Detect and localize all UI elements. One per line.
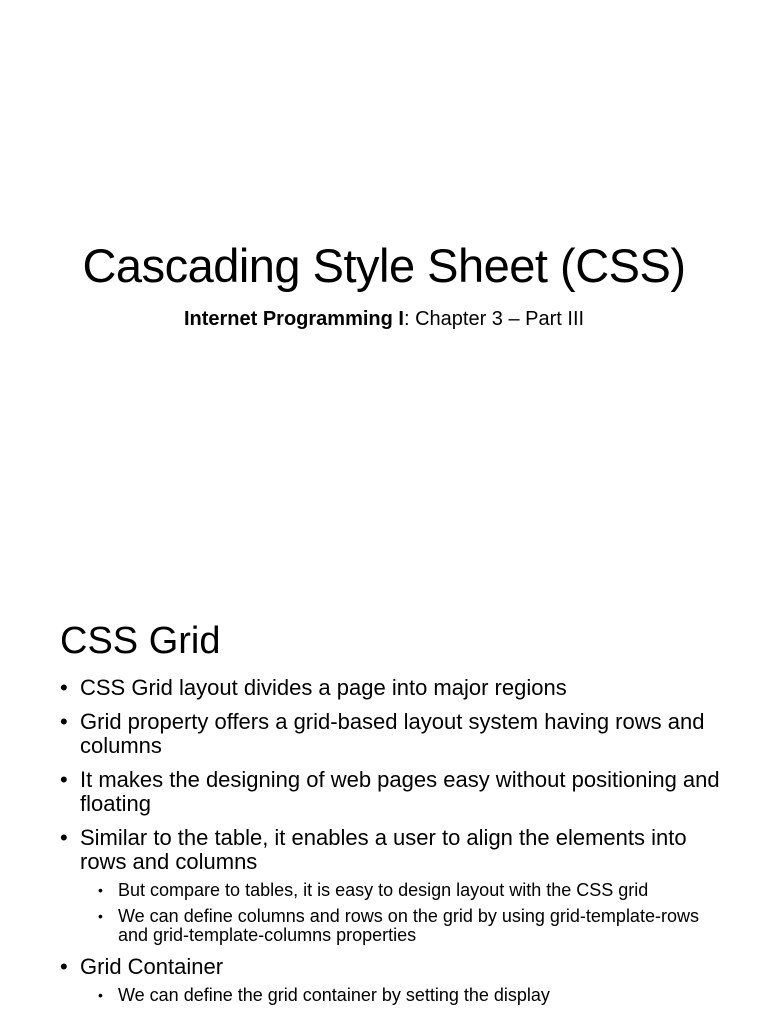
- bullet-text: CSS Grid layout divides a page into major regions: [80, 675, 567, 700]
- sub-bullet-text: We can define columns and rows on the grid by using grid-template-rows and grid-template-columns properties: [118, 906, 699, 945]
- presentation-title: Cascading Style Sheet (CSS): [82, 239, 686, 292]
- presentation-subtitle: [0, 305, 768, 333]
- bullet-dot: •: [60, 954, 68, 979]
- bullet-item: [60, 768, 730, 816]
- bullet-item: [60, 826, 730, 874]
- sub-bullet-item: [98, 986, 730, 1005]
- bullet-dot: •: [60, 825, 68, 850]
- chapter-label: : Chapter 3 – Part III: [403, 308, 585, 330]
- sub-bullet-text: But compare to tables, it is easy to design layout with the CSS grid: [118, 880, 649, 900]
- bullet-text: Grid Container: [80, 954, 224, 979]
- sub-bullet-text: We can define the grid container by setting the display: [118, 985, 550, 1005]
- bullet-text: Grid property offers a grid-based layout system having rows and columns: [80, 709, 705, 758]
- bullet-dot: •: [60, 767, 68, 792]
- bullet-item: [60, 955, 730, 979]
- bullet-text: Similar to the table, it enables a user to align the elements into rows and columns: [80, 825, 687, 874]
- bullet-dot: •: [60, 675, 68, 700]
- bullet-item: [60, 676, 730, 700]
- course-name: Internet Programming I: [183, 308, 404, 330]
- bullet-dot: •: [98, 882, 103, 898]
- bullet-dot: •: [98, 908, 103, 924]
- slide-heading: CSS Grid: [60, 620, 221, 662]
- bullet-dot: •: [60, 709, 68, 734]
- bullet-list: [60, 676, 730, 1005]
- bullet-text: It makes the designing of web pages easy without positioning and floating: [80, 767, 720, 816]
- sub-bullet-item: [98, 907, 730, 945]
- bullet-dot: •: [98, 987, 103, 1003]
- sub-bullet-item: [98, 881, 730, 900]
- content-slide: [0, 576, 768, 1024]
- bullet-item: [60, 710, 730, 758]
